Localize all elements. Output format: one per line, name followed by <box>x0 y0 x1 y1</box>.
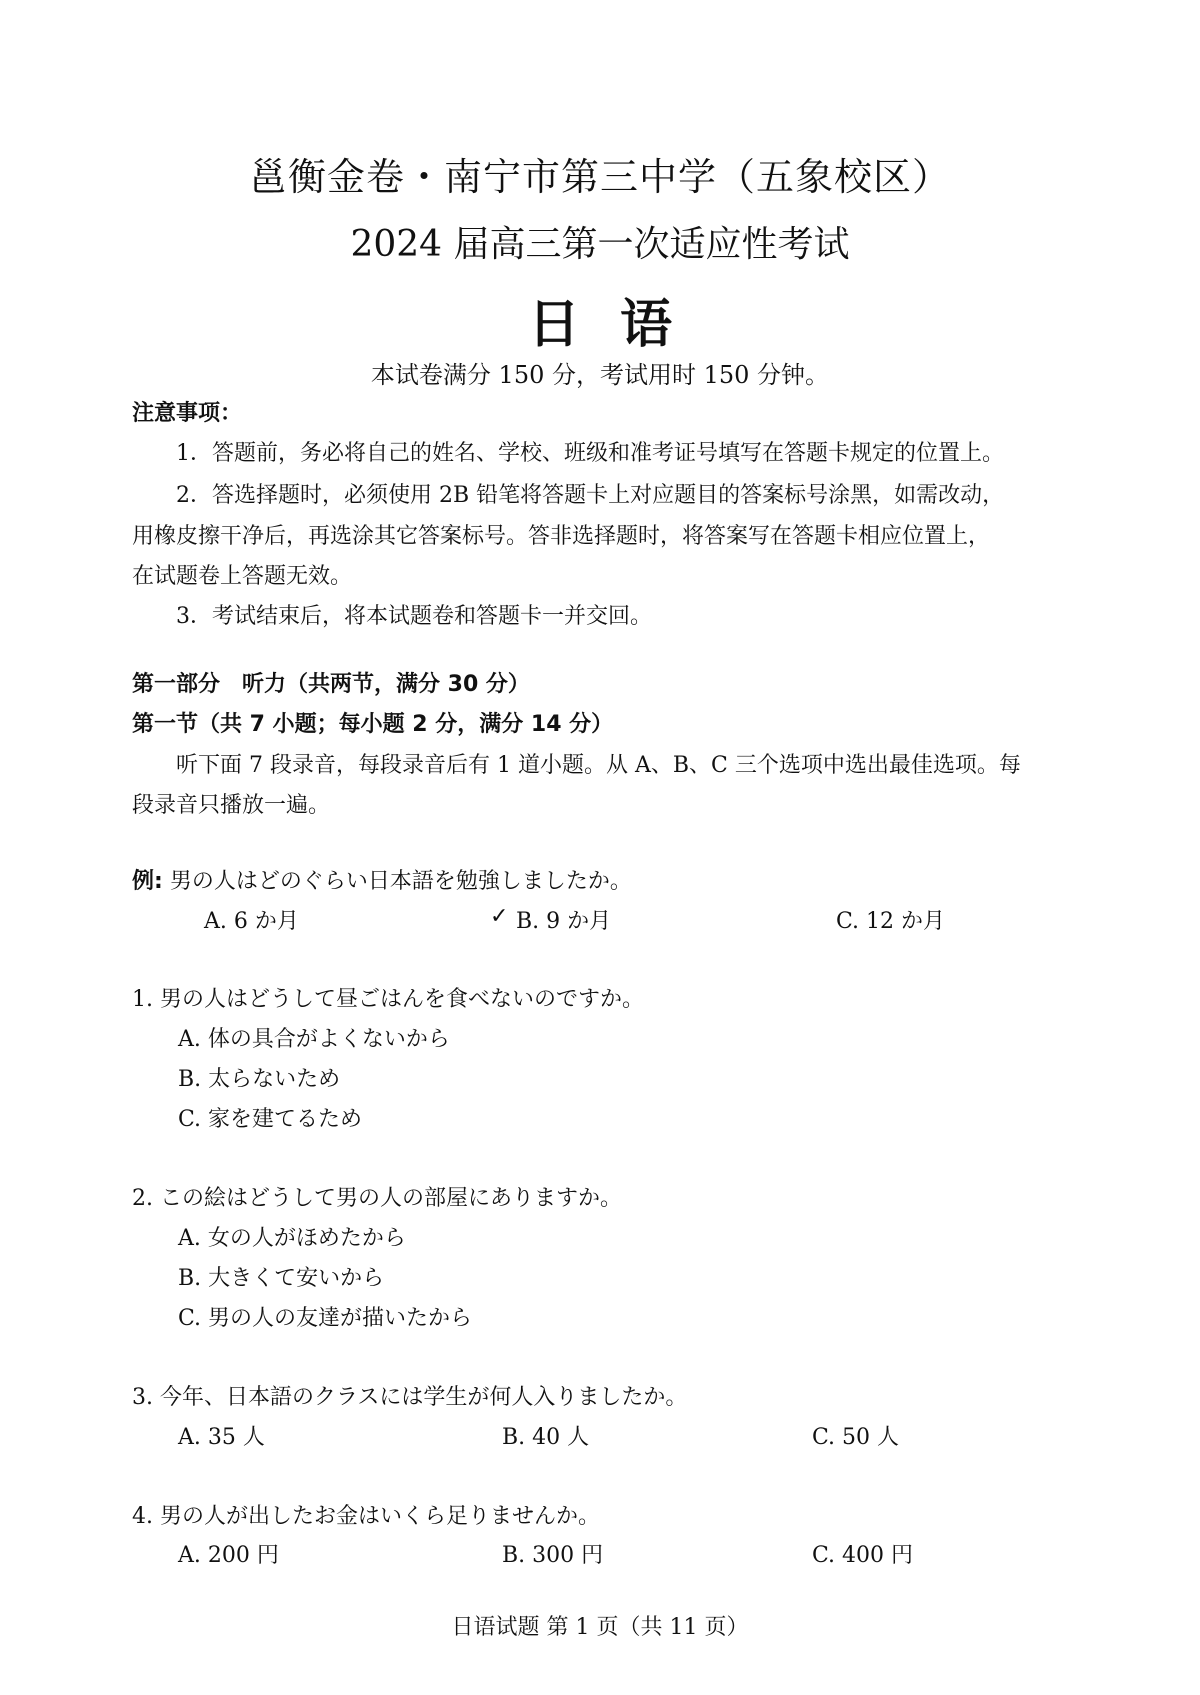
example-check-icon: ✓ <box>490 904 509 929</box>
example-question <box>132 864 632 895</box>
question-4-option-b: B. 300 円 <box>502 1543 604 1568</box>
page-footer: 日语试题 第 1 页（共 11 页） <box>451 1615 749 1640</box>
question-2-option-a: A. 女の人がほめたから <box>178 1226 406 1251</box>
example-option-a: A. 6 か月 <box>204 909 299 934</box>
exam-title-line2: 2024 届高三第一次适应性考试 <box>350 224 850 265</box>
question-3-option-c: C. 50 人 <box>812 1425 900 1450</box>
section1-heading: 第一节（共 7 小题；每小题 2 分，满分 14 分） <box>132 712 614 737</box>
question-3 <box>132 1380 687 1411</box>
part1-heading: 第一部分 听力（共两节，满分 30 分） <box>132 672 530 697</box>
example-label: 例: <box>132 869 163 894</box>
question-4-option-c: C. 400 円 <box>812 1543 914 1568</box>
example-option-b: B. 9 か月 <box>516 909 612 934</box>
section1-instruction-line2: 段录音只播放一遍。 <box>132 793 331 818</box>
notice-item-2-line1: 2．答选择题时，必须使用 2B 铅笔将答题卡上对应题目的答案标号涂黑，如需改动， <box>176 483 1005 508</box>
example-question-text: 男の人はどのぐらい日本語を勉強しましたか。 <box>169 869 632 894</box>
question-number: 4. <box>132 1504 153 1529</box>
question-text: この絵はどうして男の人の部屋にありますか。 <box>160 1186 623 1211</box>
question-text: 男の人が出したお金はいくら足りませんか。 <box>160 1504 601 1529</box>
question-1 <box>132 982 644 1013</box>
notice-heading: 注意事项： <box>132 401 243 426</box>
question-3-option-b: B. 40 人 <box>502 1425 590 1450</box>
question-4-option-a: A. 200 円 <box>178 1543 279 1568</box>
question-1-option-b: B. 太らないため <box>178 1067 341 1092</box>
question-1-option-a: A. 体の具合がよくないから <box>178 1027 450 1052</box>
question-4 <box>132 1499 600 1530</box>
example-option-c: C. 12 か月 <box>836 909 946 934</box>
question-text: 今年、日本語のクラスには学生が何人入りましたか。 <box>160 1385 688 1410</box>
question-number: 1. <box>132 987 153 1012</box>
question-3-option-a: A. 35 人 <box>178 1425 265 1450</box>
question-2 <box>132 1181 622 1212</box>
exam-score-note: 本试卷满分 150 分，考试用时 150 分钟。 <box>370 361 830 389</box>
question-1-option-c: C. 家を建てるため <box>178 1107 363 1132</box>
question-2-option-b: B. 大きくて安いから <box>178 1266 385 1291</box>
notice-item-1: 1．答题前，务必将自己的姓名、学校、班级和准考证号填写在答题卡规定的位置上。 <box>176 441 1004 466</box>
subject-title: 日语 <box>527 294 712 355</box>
question-number: 3. <box>132 1385 153 1410</box>
question-number: 2. <box>132 1186 153 1211</box>
section1-instruction-line1: 听下面 7 段录音，每段录音后有 1 道小题。从 A、B、C 三个选项中选出最佳选项。每 <box>176 753 1021 778</box>
question-2-option-c: C. 男の人の友達が描いたから <box>178 1306 473 1331</box>
question-text: 男の人はどうして昼ごはんを食べないのですか。 <box>160 987 645 1012</box>
notice-item-3: 3．考试结束后，将本试题卷和答题卡一并交回。 <box>176 604 652 629</box>
notice-item-2-line2: 用橡皮擦干净后，再选涂其它答案标号。答非选择题时，将答案写在答题卡相应位置上， <box>132 524 991 549</box>
notice-item-2-line3: 在试题卷上答题无效。 <box>132 564 353 589</box>
exam-title-line1: 邕衡金卷・南宁市第三中学（五象校区） <box>248 155 951 199</box>
